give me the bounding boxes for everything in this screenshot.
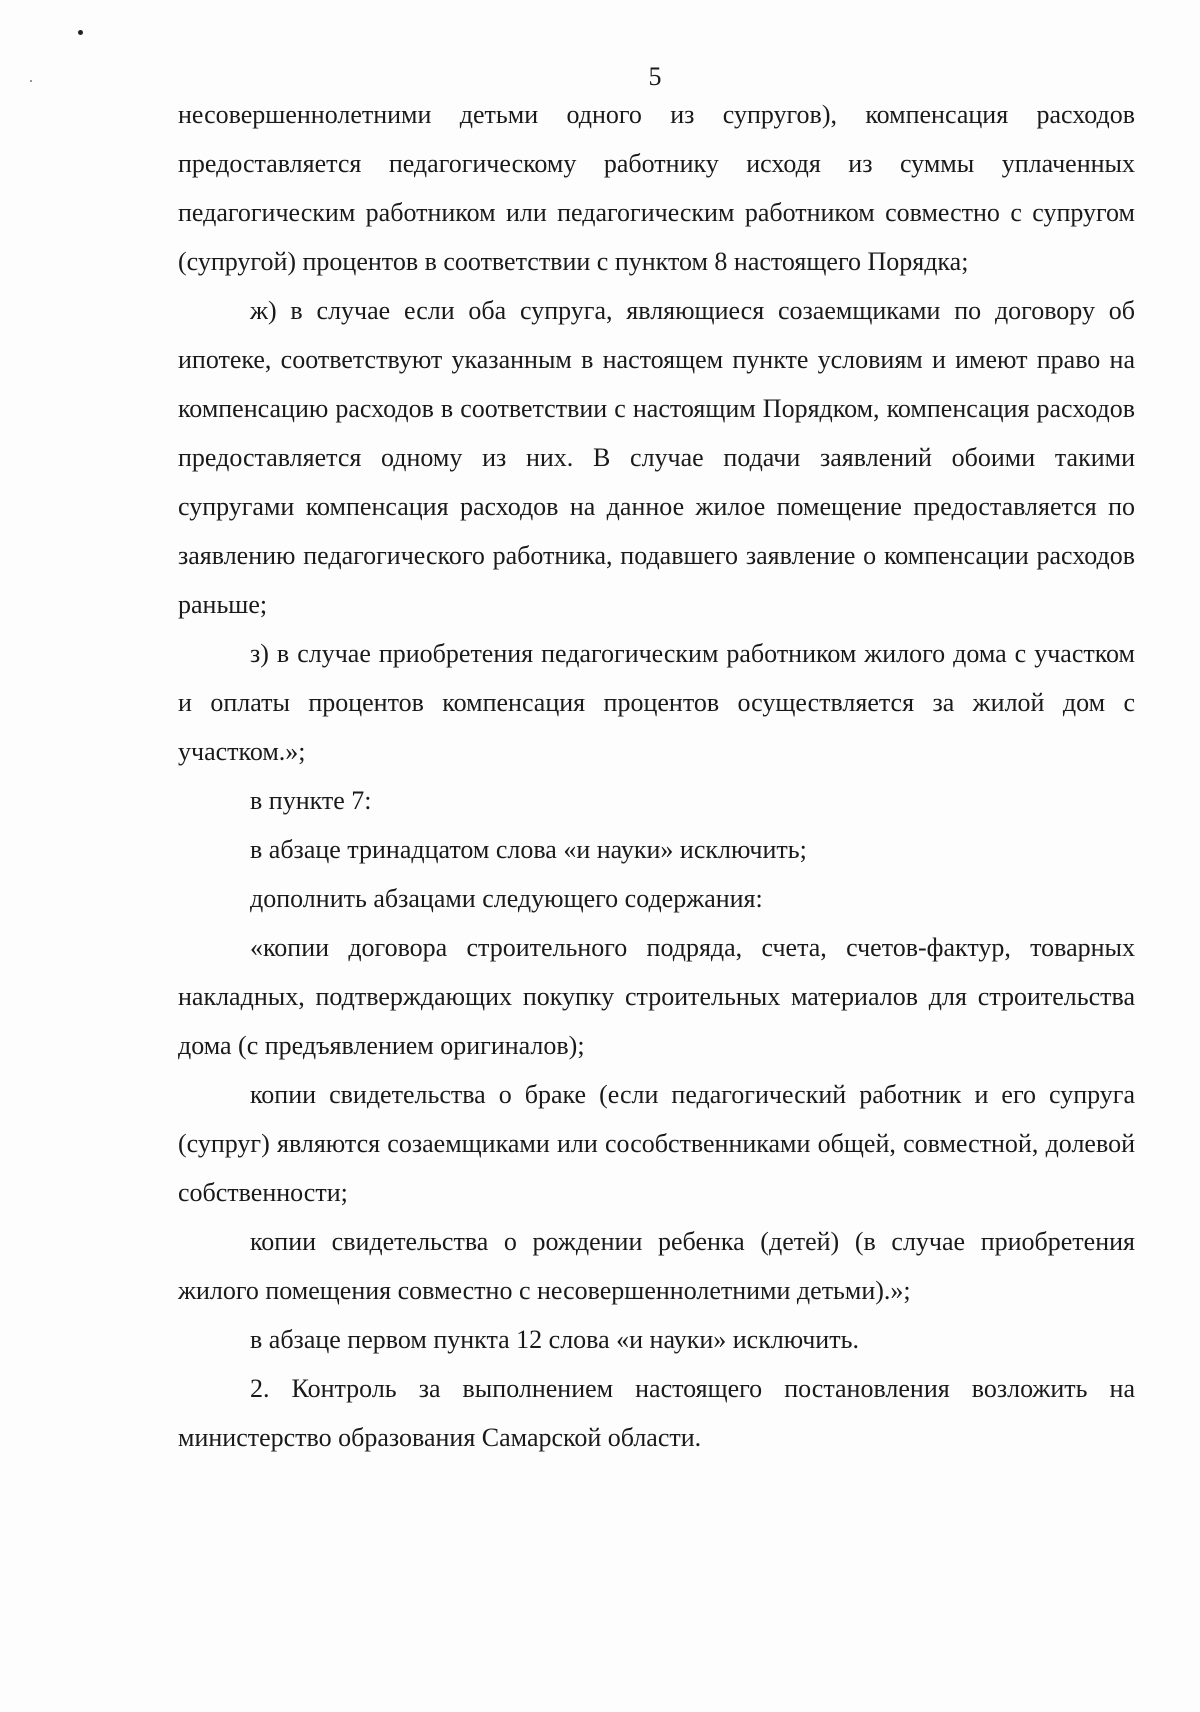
paragraph-abzac-13: в абзаце тринадцатом слова «и науки» исключить; <box>250 835 807 864</box>
paragraph-control: 2. Контроль за выполнением настоящего постановления возложить на министерство образования Самарской области. <box>178 1374 1135 1452</box>
paragraph-item-zh: ж) в случае если оба супруга, являющиеся созаемщиками по договору об ипотеке, соответствуют указанным в настоящем пункте условиям и имеют право на компенсацию расходов в соответствии с настоящим Порядком, компенсация расходов предоставляется одному из них. В случае подачи заявлений обоими такими супругами компенсация расходов на данное жилое помещение предоставляется по заявлению педагогического работника, подавшего заявление о компенсации расходов раньше; <box>178 296 1135 619</box>
document-body <box>178 90 1135 1462</box>
page-number: 5 <box>648 62 662 91</box>
paragraph-marriage-certificate: копии свидетельства о браке (если педагогический работник и его супруга (супруг) являются созаемщиками или сособственниками общей, совместной, долевой собственности; <box>178 1080 1135 1207</box>
paragraph-point-7: в пункте 7: <box>250 786 372 815</box>
paragraph-contract-copies: «копии договора строительного подряда, счета, счетов-фактур, товарных накладных, подтверждающих покупку строительных материалов для строительства дома (с предъявлением оригиналов); <box>178 933 1135 1060</box>
scan-speck <box>78 30 83 35</box>
paragraph-birth-certificate: копии свидетельства о рождении ребенка (детей) (в случае приобретения жилого помещения совместно с несовершеннолетними детьми).»; <box>178 1227 1135 1305</box>
scan-speck <box>30 80 32 82</box>
paragraph-point-12: в абзаце первом пункта 12 слова «и науки» исключить. <box>250 1325 859 1354</box>
paragraph-item-z: з) в случае приобретения педагогическим работником жилого дома с участком и оплаты процентов компенсация процентов осуществляется за жилой дом с участком.»; <box>178 639 1135 766</box>
paragraph-continuation: несовершеннолетними детьми одного из супругов), компенсация расходов предоставляется педагогическому работнику исходя из суммы уплаченных педагогическим работником или педагогическим работником совместно с супругом (супругой) процентов в соответствии с пунктом 8 настоящего Порядка; <box>178 100 1135 276</box>
paragraph-supplement-intro: дополнить абзацами следующего содержания: <box>250 884 763 913</box>
